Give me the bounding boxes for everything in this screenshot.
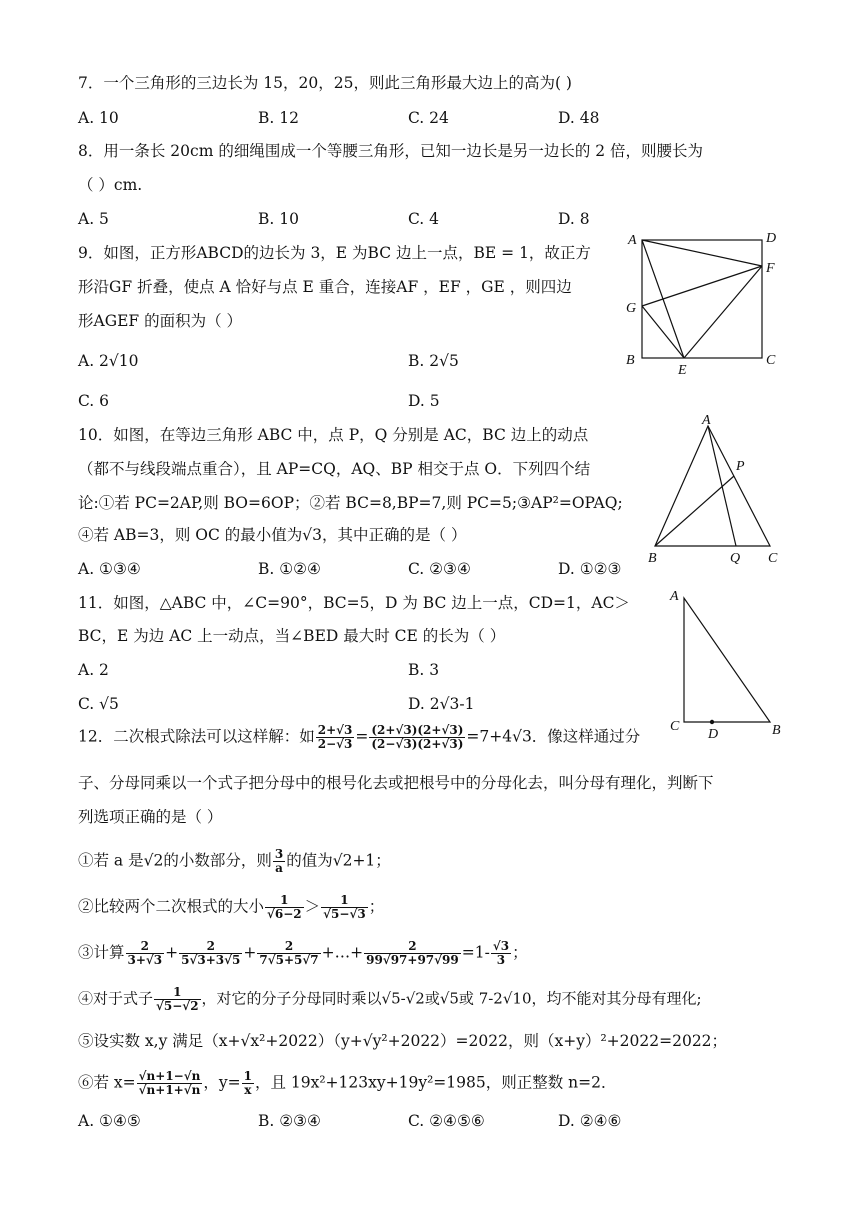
q11-label-c: C (670, 719, 680, 734)
q12-statement-3: ③计算 $\frac{2}{3+√3}$ + $\frac{2}{5√3+3√5}$ + $\frac{2}{7√5+5√7}$ +…+ $\frac{2}{99√97+97√99}$ =1- $\frac{√3}{3}$ ； (78, 939, 528, 967)
q10-label-q: Q (730, 551, 741, 566)
q12-stem-line3: 列选项正确的是（ ） (78, 808, 223, 826)
q10-stem-line2: （都不与线段端点重合），且 AP=CQ，AQ、BP 相交于点 O．下列四个结 (78, 460, 591, 478)
q9-label-f: F (766, 261, 775, 276)
q12-s2-fraction-2: $\frac{1}{√5-√3}$ (323, 893, 366, 921)
q12-s3-term-2: $\frac{2}{5√3+3√5}$ (181, 939, 241, 967)
q11-stem-line2: BC，E 为边 AC 上一动点，当∠BED 最大时 CE 的长为（ ） (78, 627, 506, 645)
q7-option-a: A. 10 (78, 109, 119, 127)
q12-s3-term-3: $\frac{2}{7√5+5√7}$ (259, 939, 319, 967)
q8-option-d: D. 8 (558, 210, 590, 228)
q12-statement-4: ④对于式子 $\frac{1}{√5-√2}$ ，对它的分子分母同时乘以√5-√2或√5或 7-2√10，均不能对其分母有理化; (78, 985, 702, 1013)
q10-option-a: A. ①③④ (78, 560, 141, 578)
q12-s1-fraction: $\frac{3}{a}$ (274, 847, 284, 875)
q9-label-d: D (766, 231, 777, 246)
q10-label-b: B (648, 551, 657, 566)
q11-option-c: C. √5 (78, 695, 119, 713)
q12-s2-fraction-1: $\frac{1}{√6-2}$ (267, 893, 302, 921)
q9-label-e: E (678, 363, 687, 378)
q8-stem-line2: （ ）cm. (78, 176, 143, 194)
q11-label-b: B (772, 723, 781, 738)
q7-option-d: D. 48 (558, 109, 600, 127)
q9-label-a: A (628, 233, 637, 248)
q11-stem-line1: 11．如图，△ABC 中，∠C=90°，BC=5，D 为 BC 边上一点，CD=1，AC＞ (78, 594, 630, 612)
q10-option-b: B. ①②④ (258, 560, 321, 578)
q12-s6-fraction-x: $\frac{√n+1-√n}{√n+1+√n}$ (138, 1069, 201, 1097)
q11-triangle-figure (664, 582, 794, 742)
q10-option-c: C. ②③④ (408, 560, 471, 578)
q12-stem-line1: 12．二次根式除法可以这样解：如 $\frac{2+√3}{2-√3}$ = $\frac{(2+√3)(2+√3)}{(2-√3)(2+√3)}$ =7+4√3．像这样通过分 (78, 723, 641, 751)
q12-s4-fraction: $\frac{1}{√5-√2}$ (156, 985, 199, 1013)
q12-stem-line2: 子、分母同乘以一个式子把分母中的根号化去或把根号中的分母化去，叫分母有理化，判断下 (78, 774, 714, 792)
q9-square-figure (622, 228, 782, 378)
q12-statement-6: ⑥若 x= $\frac{√n+1-√n}{√n+1+√n}$ ，y= $\frac{1}{x}$ ，且 19x²+123xy+19y²=1985，则正整数 n=2． (78, 1069, 617, 1097)
q10-stem-line4: ④若 AB=3，则 OC 的最小值为√3，其中正确的是（ ） (78, 526, 467, 544)
q12-statement-5: ⑤设实数 x,y 满足（x+√x²+2022）（y+√y²+2022）=2022，则（x+y）²+2022=2022； (78, 1032, 728, 1050)
q12-option-c: C. ②④⑤⑥ (408, 1112, 485, 1130)
q12-s3-result: $\frac{√3}{3}$ (492, 939, 510, 967)
q12-statement-2: ②比较两个二次根式的大小 $\frac{1}{√6-2}$ ＞ $\frac{1}{√5-√3}$ ； (78, 893, 385, 921)
q10-option-d: D. ①②③ (558, 560, 622, 578)
q9-stem-line1: 9．如图，正方形ABCD的边长为 3，E 为BC 边上一点，BE = 1，故正方 (78, 244, 591, 262)
q10-triangle-figure (640, 410, 790, 570)
q12-s6-fraction-y: $\frac{1}{x}$ (243, 1069, 252, 1097)
q8-stem-line1: 8．用一条长 20cm 的细绳围成一个等腰三角形，已知一边长是另一边长的 2 倍，则腰长为 (78, 142, 704, 160)
q11-option-b: B. 3 (408, 661, 440, 679)
q9-option-d: D. 5 (408, 392, 440, 410)
q11-label-d: D (708, 727, 719, 742)
q9-label-g: G (626, 301, 637, 316)
q11-label-a: A (670, 589, 679, 604)
q7-option-b: B. 12 (258, 109, 299, 127)
q12-line1-text: 12．二次根式除法可以这样解：如 (78, 727, 315, 746)
q12-statement-1: ①若 a 是√2的小数部分，则 $\frac{3}{a}$ 的值为√2+1； (78, 847, 391, 875)
q9-stem-line2: 形沿GF 折叠，使点 A 恰好与点 E 重合，连接AF ，EF ，GE ，则四边 (78, 278, 572, 296)
q7-stem: 7．一个三角形的三边长为 15，20，25，则此三角形最大边上的高为( ) (78, 74, 572, 92)
q8-option-b: B. 10 (258, 210, 299, 228)
q12-option-a: A. ①④⑤ (78, 1112, 141, 1130)
q10-label-c: C (768, 551, 778, 566)
q12-example-fraction-1: $\frac{2+√3}{2-√3}$ (317, 723, 353, 751)
q10-label-a: A (702, 413, 711, 428)
q10-stem-line1: 10．如图，在等边三角形 ABC 中，点 P，Q 分别是 AC，BC 边上的动点 (78, 426, 589, 444)
q12-option-b: B. ②③④ (258, 1112, 321, 1130)
q12-example-fraction-2: $\frac{(2+√3)(2+√3)}{(2-√3)(2+√3)}$ (371, 723, 464, 751)
q12-s3-term-1: $\frac{2}{3+√3}$ (127, 939, 163, 967)
q8-option-a: A. 5 (78, 210, 109, 228)
q11-option-a: A. 2 (78, 661, 109, 679)
q12-s3-term-4: $\frac{2}{99√97+97√99}$ (366, 939, 459, 967)
q10-stem-line3: 论:①若 PC=2AP,则 BO=6OP；②若 BC=8,BP=7,则 PC=5;③AP²=OPAQ; (78, 494, 623, 512)
q7-option-c: C. 24 (408, 109, 449, 127)
q9-label-c: C (766, 353, 776, 368)
q11-option-d: D. 2√3-1 (408, 695, 475, 713)
q10-label-p: P (736, 459, 745, 474)
q9-option-a: A. 2√10 (78, 352, 139, 370)
q8-option-c: C. 4 (408, 210, 440, 228)
q12-line1-tail: =7+4√3．像这样通过分 (466, 727, 641, 746)
q9-stem-line3: 形AGEF 的面积为（ ） (78, 312, 242, 330)
q9-label-b: B (626, 353, 635, 368)
q9-option-c: C. 6 (78, 392, 110, 410)
q12-option-d: D. ②④⑥ (558, 1112, 622, 1130)
q9-option-b: B. 2√5 (408, 352, 459, 370)
